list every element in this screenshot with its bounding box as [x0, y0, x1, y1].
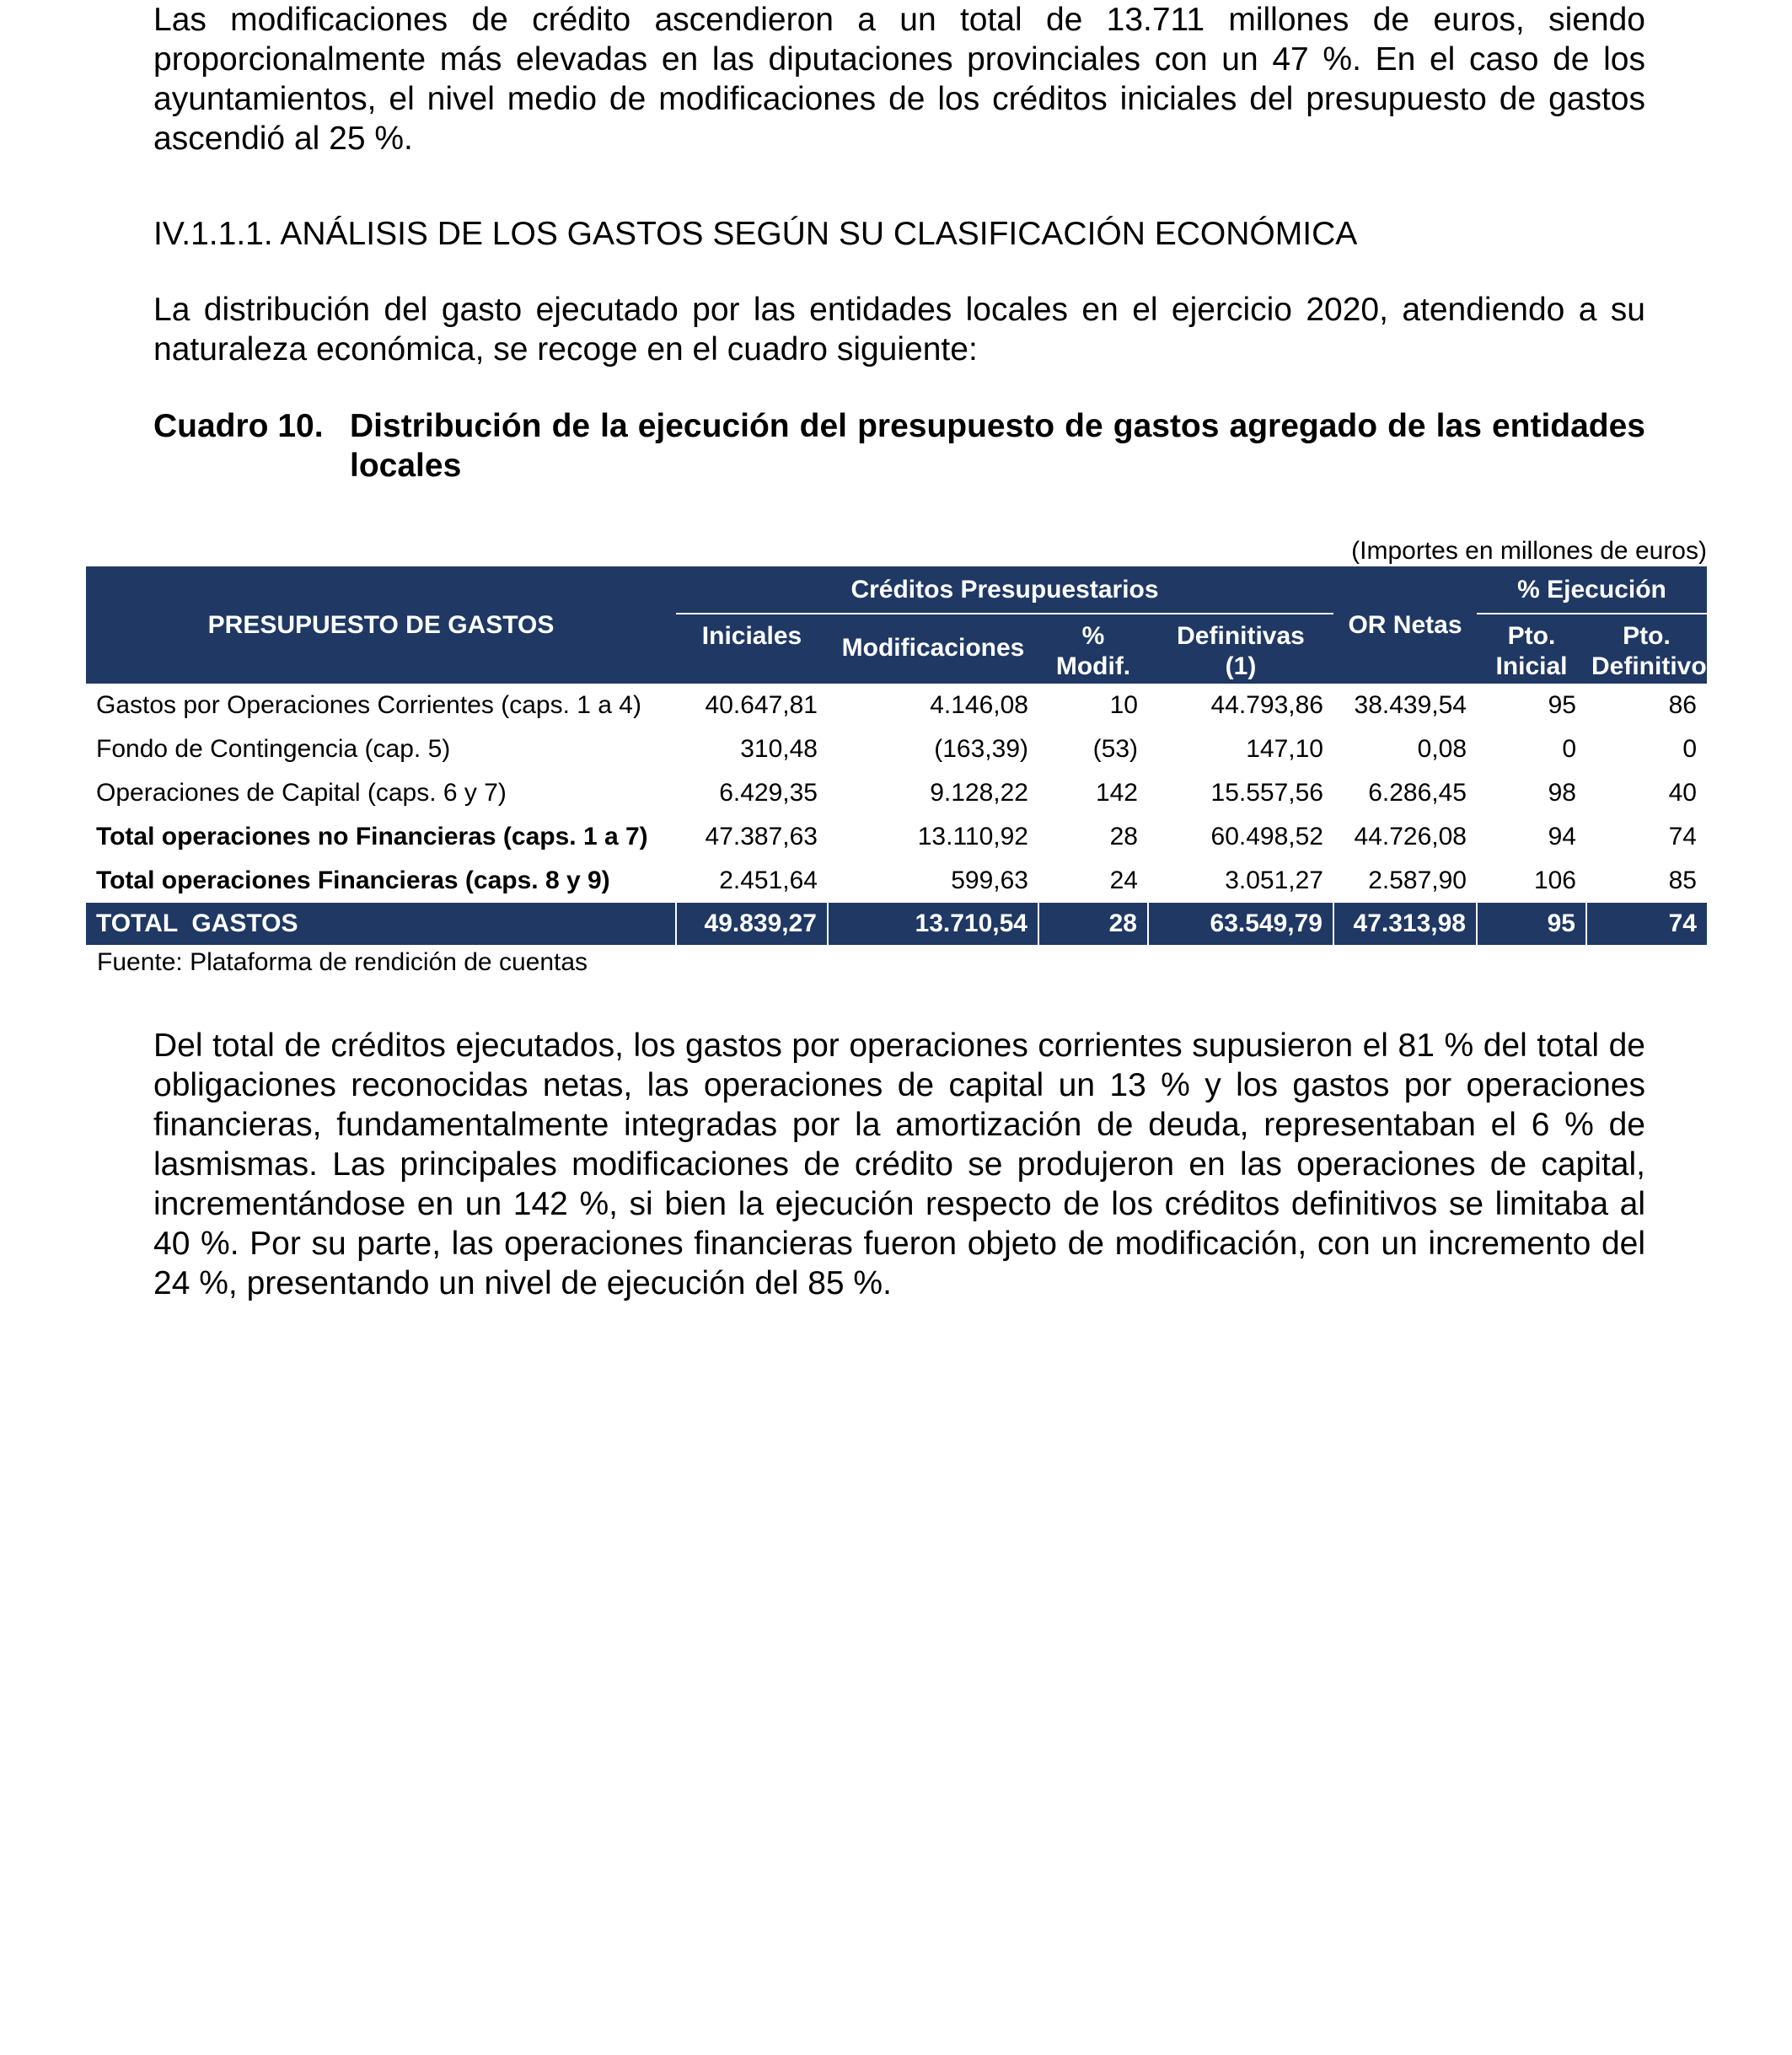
- table-caption-label: Cuadro 10.: [153, 408, 324, 444]
- cell-iniciales: 2.451,64: [719, 867, 818, 894]
- cell-pct-modif: 28: [1038, 903, 1148, 945]
- table-row-subtotal: [86, 815, 1707, 859]
- cell-pct-modif: 24: [1109, 867, 1138, 894]
- units-note: (Importes en millones de euros): [1351, 537, 1707, 565]
- table-row: [86, 727, 1707, 771]
- cell-pto-definitivo: 85: [1668, 867, 1697, 894]
- row-concept: Operaciones de Capital (caps. 6 y 7): [96, 779, 507, 807]
- cell-pto-inicial: 95: [1548, 691, 1576, 719]
- row-concept: Total operaciones no Financieras (caps. 1 a 7): [96, 823, 648, 850]
- cell-iniciales: 6.429,35: [719, 779, 818, 807]
- cell-definitivas: 15.557,56: [1210, 779, 1323, 807]
- cell-pto-definitivo: 0: [1682, 735, 1697, 763]
- cell-pto-definitivo: 74: [1668, 823, 1697, 850]
- table-row-total: [86, 903, 1707, 945]
- header-pto-inicial: Pto. Inicial: [1477, 614, 1586, 684]
- cell-or-netas: 2.587,90: [1368, 867, 1467, 894]
- header-creditos-group: Créditos Presupuestarios: [676, 566, 1333, 614]
- cell-definitivas: 147,10: [1246, 735, 1323, 763]
- row-concept: TOTAL GASTOS: [86, 903, 676, 945]
- intro-paragraph: Las modificaciones de crédito ascendieron a un total de 13.711 millones de euros, siendo proporcionalmente más elevadas en las diputaciones provinciales con un 47 %. En el caso de los ayuntamientos, el nivel medio de modificaciones de los créditos iniciales del presupuesto de gastos ascendió al 25 %.: [153, 2, 1645, 157]
- section-intro-paragraph: La distribución del gasto ejecutado por las entidades locales en el ejercicio 2020, atendiendo a su naturaleza económica, se recoge en el cuadro siguiente:: [153, 292, 1645, 368]
- table-caption-title: Distribución de la ejecución del presupuesto de gastos agregado de las entidades locales: [350, 408, 1645, 484]
- header-definitivas: Definitivas (1): [1148, 614, 1333, 684]
- cell-pto-inicial: 106: [1533, 867, 1576, 894]
- section-heading: IV.1.1.1. ANÁLISIS DE LOS GASTOS SEGÚN SU CLASIFICACIÓN ECONÓMICA: [153, 216, 1358, 252]
- cell-modificaciones: (163,39): [934, 735, 1028, 763]
- table-row: [86, 684, 1707, 727]
- cell-iniciales: 49.839,27: [676, 903, 828, 945]
- cell-definitivas: 44.793,86: [1210, 691, 1323, 719]
- cell-pct-modif: (53): [1092, 735, 1138, 763]
- cell-modificaciones: 4.146,08: [930, 691, 1028, 719]
- cell-definitivas: 63.549,79: [1148, 903, 1333, 945]
- cell-pto-definitivo: 86: [1668, 691, 1697, 719]
- cell-modificaciones: 9.128,22: [930, 779, 1028, 807]
- cell-pto-definitivo: 40: [1668, 779, 1697, 807]
- cell-or-netas: 0,08: [1417, 735, 1467, 763]
- budget-execution-table: [86, 566, 1707, 945]
- cell-pto-inicial: 98: [1548, 779, 1576, 807]
- row-concept: Total operaciones Financieras (caps. 8 y 9): [96, 867, 610, 894]
- header-pct-modif: % Modif.: [1038, 614, 1148, 684]
- cell-pct-modif: 142: [1095, 779, 1138, 807]
- cell-iniciales: 310,48: [740, 735, 818, 763]
- cell-definitivas: 3.051,27: [1225, 867, 1323, 894]
- cell-pto-inicial: 95: [1477, 903, 1586, 945]
- cell-or-netas: 38.439,54: [1354, 691, 1467, 719]
- table-row-subtotal: [86, 859, 1707, 903]
- header-or-netas: OR Netas: [1333, 566, 1477, 684]
- cell-pto-definitivo: 74: [1586, 903, 1707, 945]
- cell-modificaciones: 599,63: [951, 867, 1028, 894]
- table-row: [86, 771, 1707, 815]
- header-modificaciones: Modificaciones: [828, 614, 1038, 684]
- header-pto-definitivo: Pto. Definitivo: [1586, 614, 1707, 684]
- cell-or-netas: 47.313,98: [1333, 903, 1477, 945]
- cell-modificaciones: 13.710,54: [828, 903, 1038, 945]
- cell-pct-modif: 28: [1109, 823, 1138, 850]
- header-presupuesto: PRESUPUESTO DE GASTOS: [86, 566, 676, 684]
- row-concept: Fondo de Contingencia (cap. 5): [96, 735, 451, 763]
- cell-iniciales: 40.647,81: [705, 691, 818, 719]
- cell-definitivas: 60.498,52: [1210, 823, 1323, 850]
- header-ejecucion-group: % Ejecución: [1477, 566, 1707, 614]
- cell-or-netas: 44.726,08: [1354, 823, 1467, 850]
- closing-paragraph: Del total de créditos ejecutados, los gastos por operaciones corrientes supusieron el 81 % del total de obligaciones reconocidas netas, las operaciones de capital un 13 % y los gastos por operaciones financieras, fundamentalmente integradas por la amortización de deuda, representaban el 6 % de lasmismas. Las principales modificaciones de crédito se produjeron en las operaciones de capital, incrementándose en un 142 %, si bien la ejecución respecto de los créditos definitivos se limitaba al 40 %. Por su parte, las operaciones financieras fueron objeto de modificación, con un incremento del 24 %, presentando un nivel de ejecución del 85 %.: [153, 1028, 1645, 1301]
- source-note: Fuente: Plataforma de rendición de cuentas: [97, 948, 588, 976]
- cell-modificaciones: 13.110,92: [917, 823, 1028, 850]
- cell-pto-inicial: 94: [1548, 823, 1576, 850]
- cell-pto-inicial: 0: [1562, 735, 1576, 763]
- header-iniciales: Iniciales: [676, 614, 828, 684]
- cell-or-netas: 6.286,45: [1368, 779, 1467, 807]
- cell-iniciales: 47.387,63: [705, 823, 818, 850]
- row-concept: Gastos por Operaciones Corrientes (caps. 1 a 4): [96, 691, 641, 719]
- cell-pct-modif: 10: [1109, 691, 1138, 719]
